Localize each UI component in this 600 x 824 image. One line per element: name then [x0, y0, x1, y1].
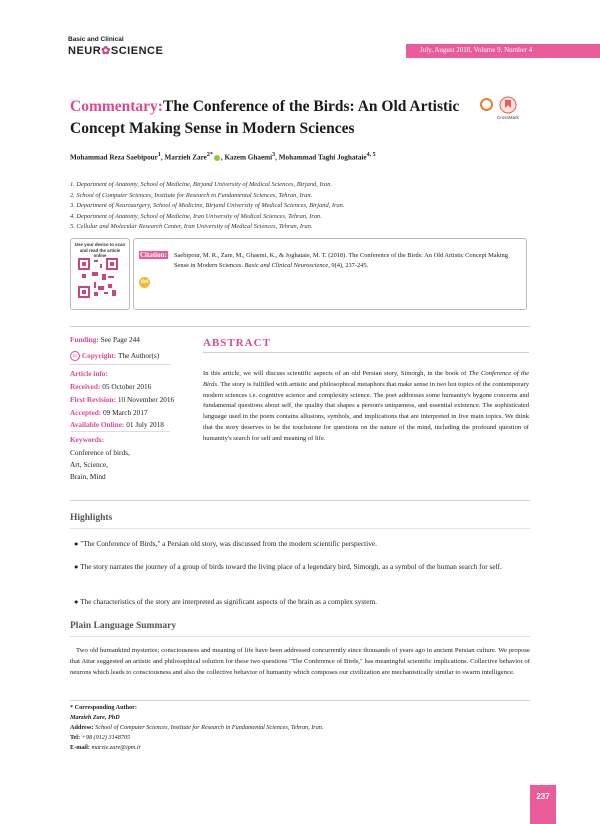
affiliation-item: 3. Department of Neurosurgery, School of Medicine, Birjand University of Medical Sciences, Birjand, Iran.	[70, 202, 345, 209]
copyright-label: Copyright:	[81, 351, 117, 360]
online-value: 01 July 2018	[126, 420, 164, 429]
highlights-heading: Highlights	[70, 513, 113, 523]
journal-name-small: Basic and Clinical	[68, 36, 124, 43]
highlight-text: The characteristics of the story are interpreted as significant aspects of the brain as a complex system.	[80, 597, 377, 606]
abstract-part-1: In this article, we will discuss scientific aspects of an old Persian story, Simorgh, in the book of	[203, 370, 467, 377]
author-2-affil: 2*	[206, 152, 213, 158]
author-3: Kazem Ghaemi	[224, 153, 273, 162]
article-title	[70, 96, 470, 140]
author-3-affil: 3	[272, 152, 276, 158]
affiliation-item: 5. Cellular and Molecular Research Center, Iran University of Medical Sciences, Tehran, Iran.	[70, 223, 313, 230]
citation-volume: 9(4), 237-245.	[331, 262, 369, 269]
affiliation-item: 2. School of Computer Sciences, Institute for Research in Fundamental Sciences, Tehran, Iran.	[70, 191, 313, 199]
first-revision	[70, 395, 174, 404]
title-line-1: The Conference of the Birds: An Old Artistic	[162, 98, 460, 115]
received-label: Received:	[70, 382, 101, 391]
online-label: Available Online:	[70, 420, 125, 429]
copyright	[70, 351, 159, 361]
available-online	[70, 420, 164, 429]
address-value: School of Computer Sciences, Institute for Research in Fundamental Sciences, Tehran, Iran.	[95, 724, 324, 731]
citation-box	[133, 238, 527, 310]
affiliation-item: 1. Department of Anatomy, School of Medicine, Birjand University of Medical Sciences, Birjand, Iran.	[70, 181, 333, 188]
abstract-text	[203, 369, 529, 445]
highlight-text: "The Conference of Birds," a Persian old story, was discussed from the modern scientific perspective.	[80, 539, 377, 548]
accepted-label: Accepted:	[70, 408, 102, 417]
highlight-item: ● The story narrates the journey of a group of birds toward the living place of a legendary bird, Simorgh, as a symbol of the human search for self.	[74, 562, 502, 571]
abstract-book-title: The Conference of the Birds	[203, 370, 530, 388]
accepted-value: 09 March 2017	[103, 408, 148, 417]
issue-info: July, August 2018, Volume 9, Number 4	[420, 46, 533, 54]
keywords-label: Keywords:	[70, 435, 105, 444]
citation-journal: Basic and Clinical Neuroscience,	[244, 262, 330, 269]
highlights-divider	[70, 528, 530, 529]
article-info-heading	[70, 369, 108, 378]
abstract-heading: ABSTRACT	[203, 337, 271, 349]
revision-label: First Revision:	[70, 395, 117, 404]
qr-caption-line-2: and read the article online	[79, 247, 121, 258]
author-4: Mohammad Taghi Joghataie	[278, 153, 367, 162]
author-list: Mohammad Reza Saebipour$^1$, Marzieh Zare$^{2*}$ , Kazem Ghaemi$^3$, Mohammad Taghi Joghataie$^{4, 5}$	[70, 152, 376, 162]
author-1: Mohammad Reza Saebipour	[70, 153, 158, 162]
open-access-icon	[480, 98, 493, 111]
keyword-item: Conference of birds,	[70, 448, 130, 457]
journal-logo	[68, 44, 163, 57]
funding	[70, 335, 140, 344]
corresponding-tel	[70, 733, 323, 743]
crossmark-label: CrossMark	[497, 115, 519, 120]
author-4-affil: 4, 5	[366, 152, 376, 158]
article-info-label: Article info:	[70, 369, 108, 378]
address-label: Address:	[70, 724, 94, 731]
plain-summary-divider	[70, 636, 530, 637]
qr-caption	[74, 242, 126, 259]
author-2: Marzieh Zare	[164, 153, 207, 162]
copyright-value: The Author(s)	[118, 351, 160, 360]
abstract-divider	[203, 352, 529, 353]
page-number: 237	[536, 792, 550, 801]
creative-commons-icon: cc	[70, 351, 80, 361]
brain-icon: ✿	[101, 45, 111, 57]
qr-code-icon[interactable]	[78, 258, 118, 298]
affiliation-item: 4. Department of Anatomy, School of Medicine, Iran University of Medical Sciences, Tehran, Iran.	[70, 212, 322, 220]
plain-summary-text: Two old humankind mysteries; consciousness and meaning of life have been addressed concurrently since thousands of years ago in ancient Persian culture. We propose that Attar suggested an artistic and philosophical solution for these two questions "The Conference of Birds," has meaningful scientific implications. Collective behavior of neurons which leads to consciousness and also the collective behavior of humanity which composes our civilization are mechanistically similar to swarm intelligence.	[70, 647, 530, 676]
section-divider	[70, 700, 530, 701]
citation-body: Saebipour, M. R., Zare, M., Ghaemi, K., & Joghataie, M. T. (2018). The Conference of the Birds: An Old Artistic Concept Making Sense in Modern Sciences.	[174, 252, 508, 269]
corresponding-author	[70, 703, 323, 753]
corresponding-name-text: Marzieh Zare, PhD	[70, 714, 120, 721]
keywords-heading	[70, 435, 104, 444]
highlight-item: ● The characteristics of the story are interpreted as significant aspects of the brain as a complex system.	[74, 597, 377, 606]
plain-summary-heading: Plain Language Summary	[70, 621, 177, 631]
accepted	[70, 408, 148, 417]
page-number-tab	[530, 785, 556, 824]
funding-value: See Page 244	[100, 335, 140, 344]
qr-caption-line-1: Use your device to scan	[74, 242, 126, 247]
journal-logo-part-b: SCIENCE	[110, 45, 164, 57]
orcid-icon[interactable]	[214, 155, 220, 161]
tel-value: +98 (912) 3148705	[81, 734, 131, 741]
author-1-affil: 1	[157, 152, 161, 158]
corresponding-email	[70, 743, 323, 753]
tel-label: Tel:	[70, 734, 81, 741]
highlight-text: The story narrates the journey of a group of birds toward the living place of a legendary bird, Simorgh, as a symbol of the human search for self.	[80, 562, 502, 571]
affiliations	[70, 180, 344, 233]
meta-divider	[70, 431, 170, 432]
crossmark-icon[interactable]	[499, 96, 517, 114]
abstract-part-2: . The story is fulfilled with artistic and philosophical metaphors that make sense in two hot topics of the contemporary modern sciences i.e. cognitive science and complexity science. The poet addresses some humanity's bygone concerns and fundamental questions about self, the quality that shapes a person's uniqueness, and essential existence. The sophisticated language used in the poem contains allusions, symbols, and implications that are interpreted in five main topics. We think that the story deserves to be the touchstone for questions on the nature of the mind, including the profound question of humanity's search for self and meaning of life.	[203, 380, 529, 442]
highlight-item: ● "The Conference of Birds," a Persian old story, was discussed from the modern scientific perspective.	[74, 539, 377, 548]
revision-value: 10 November 2016	[117, 395, 175, 404]
email-label: E-mail:	[70, 744, 90, 751]
article-type: Commentary:	[70, 98, 163, 115]
section-divider	[70, 326, 530, 327]
citation-text	[174, 251, 517, 271]
corresponding-heading: * Corresponding Author:	[70, 704, 137, 711]
received-value: 05 October 2016	[102, 382, 152, 391]
section-divider	[70, 500, 530, 501]
funding-label: Funding:	[70, 335, 99, 344]
meta-divider	[70, 364, 170, 365]
keyword-item: Art, Science,	[70, 460, 108, 469]
doi-icon[interactable]: doi	[139, 277, 150, 288]
corresponding-address	[70, 723, 323, 733]
journal-logo-part-a: NEUR	[68, 45, 102, 57]
keyword-item: Brain, Mind	[70, 472, 106, 481]
title-line-2: Concept Making Sense in Modern Sciences	[70, 120, 355, 137]
citation-label: Citation:	[140, 251, 167, 259]
corresponding-name	[70, 713, 323, 723]
email-value[interactable]: marzie.zare@ipm.ir	[91, 744, 141, 751]
received	[70, 382, 151, 391]
